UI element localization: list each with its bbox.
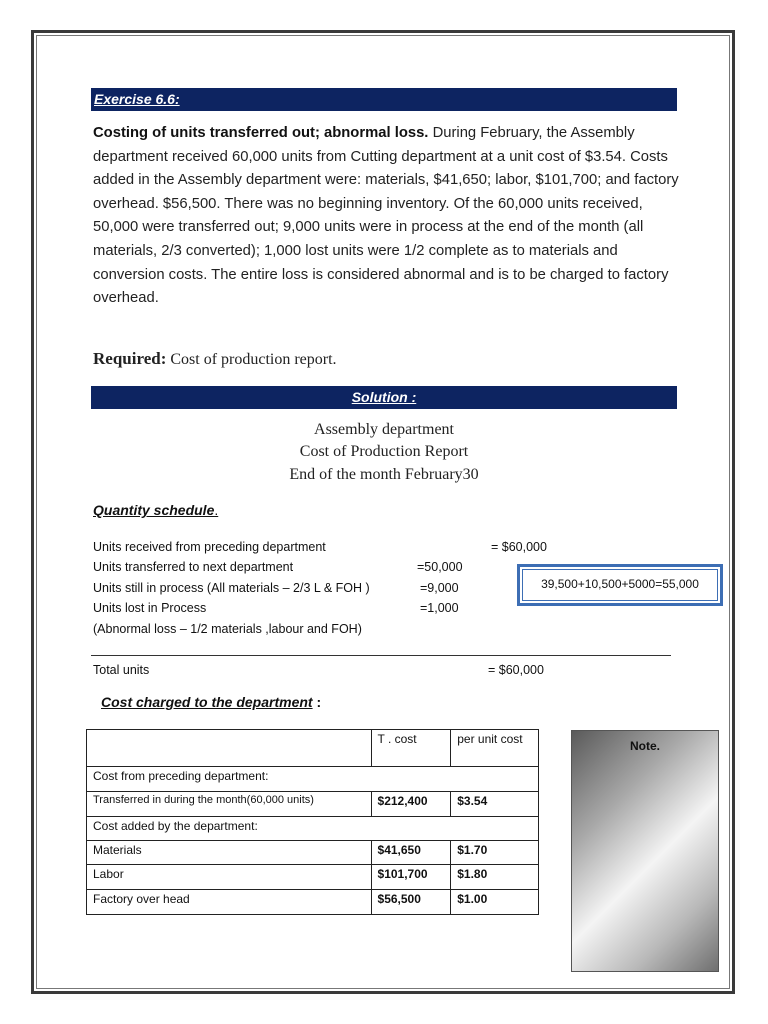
- row-label: Materials: [87, 841, 372, 865]
- section-added: Cost added by the department:: [87, 817, 539, 841]
- row-total: $41,650: [371, 841, 451, 865]
- table-row: [87, 890, 539, 915]
- side-note-label: Note.: [630, 739, 660, 753]
- divider-line: [91, 655, 671, 656]
- report-name: Cost of Production Report: [299, 443, 469, 460]
- side-note-panel: [571, 730, 719, 972]
- qs-row-label: Units lost in Process: [93, 601, 207, 615]
- required-text: Cost of production report.: [170, 351, 337, 368]
- qs-row-value: =1,000: [420, 601, 459, 615]
- section-preceding: Cost from preceding department:: [87, 767, 539, 792]
- exercise-body: During February, the Assembly department received 60,000 units from Cutting department at a unit cost of $3.54. Costs added in the Assembly department were: materials, $41,650; labor, $101,700; and factory overhead. $56,500. There was no beginning inventory. Of the 60,000 units received, 50,000 were transferred out; 9,000 units were in process at the end of the month (all materials, 2/3 converted); 1,000 lost units were 1/2 complete as to materials and conversion costs. The entire loss is considered abnormal and is to be charged to factory overhead.: [93, 125, 679, 307]
- required-line: [93, 349, 337, 369]
- qs-row-label: Units transferred to next department: [93, 560, 294, 574]
- qs-total-label: Total units: [93, 663, 150, 677]
- report-period: End of the month February30: [289, 466, 479, 483]
- col-header-unit: per unit cost: [451, 730, 539, 767]
- qs-row-value: =50,000: [417, 560, 463, 574]
- row-unit: $1.80: [451, 865, 539, 890]
- row-unit: $1.00: [451, 890, 539, 915]
- row-total: $56,500: [371, 890, 451, 915]
- quantity-schedule-heading: Quantity schedule.: [93, 502, 219, 518]
- row-label: Factory over head: [87, 890, 372, 915]
- col-header-total: T . cost: [371, 730, 451, 767]
- table-cell: [87, 730, 372, 767]
- row-label: Labor: [87, 865, 372, 890]
- qs-row-value: =9,000: [420, 581, 459, 595]
- required-label: Required:: [93, 349, 167, 368]
- table-row: [87, 767, 539, 792]
- table-row: [87, 792, 539, 817]
- cost-charged-heading: Cost charged to the department :: [101, 694, 322, 710]
- row-unit: $3.54: [451, 792, 539, 817]
- table-row: [87, 865, 539, 890]
- table-row: [87, 841, 539, 865]
- row-label: Transferred in during the month(60,000 units): [87, 792, 372, 817]
- exercise-title-banner: Exercise 6.6:: [91, 88, 677, 111]
- qs-row-value: = $60,000: [491, 540, 547, 554]
- exercise-lead: Costing of units transferred out; abnormal loss.: [93, 125, 429, 141]
- qs-row-label: Units still in process (All materials – 2/3 L & FOH ): [93, 581, 370, 595]
- row-unit: $1.70: [451, 841, 539, 865]
- report-dept: Assembly department: [314, 421, 454, 438]
- table-row: [87, 817, 539, 841]
- row-total: $101,700: [371, 865, 451, 890]
- row-total: $212,400: [371, 792, 451, 817]
- qs-row-label: Units received from preceding department: [93, 540, 326, 554]
- cost-table: [86, 729, 539, 915]
- table-row: [87, 730, 539, 767]
- calculation-note-text: 39,500+10,500+5000=55,000: [522, 569, 718, 601]
- qs-row-label: (Abnormal loss – 1/2 materials ,labour and FOH): [93, 622, 362, 636]
- exercise-paragraph: [93, 122, 683, 311]
- solution-banner: Solution :: [91, 386, 677, 409]
- qs-total-value: = $60,000: [488, 663, 544, 677]
- calculation-note-box: [517, 564, 723, 606]
